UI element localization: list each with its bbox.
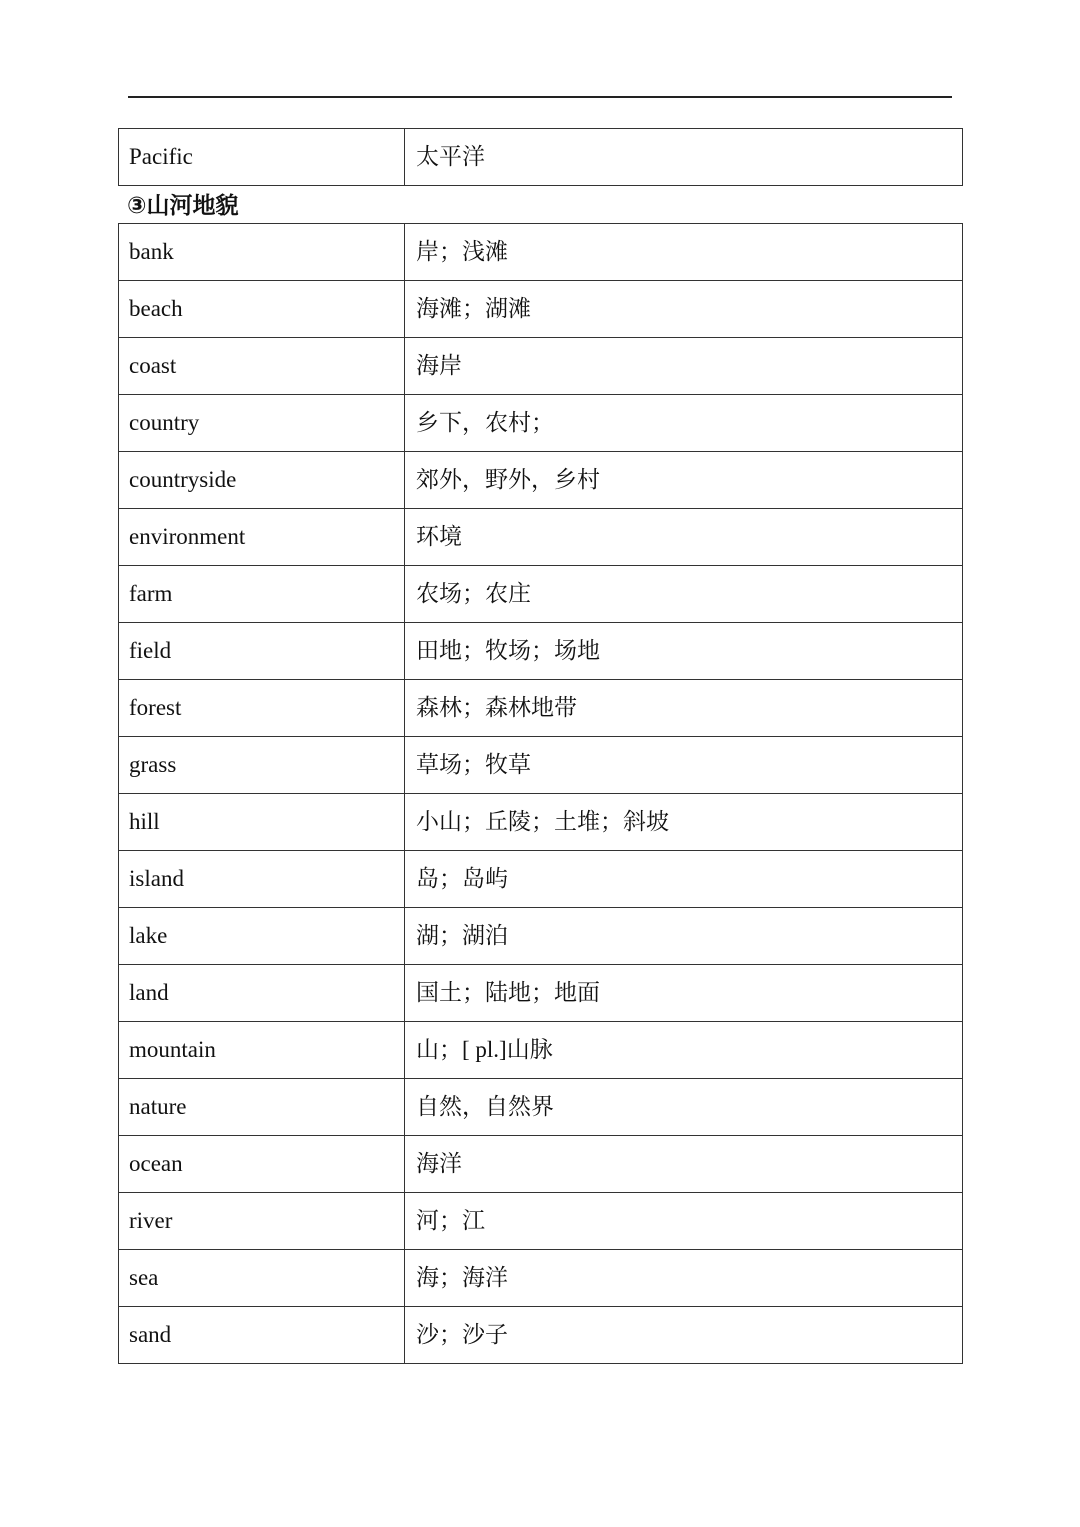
- english-word-cell: ocean: [119, 1136, 405, 1193]
- chinese-meaning-cell: 山；[ pl.]山脉: [405, 1022, 963, 1079]
- chinese-meaning-cell: 国土；陆地；地面: [405, 965, 963, 1022]
- chinese-meaning-cell: 岸；浅滩: [405, 224, 963, 281]
- english-word-cell: river: [119, 1193, 405, 1250]
- english-word-cell: island: [119, 851, 405, 908]
- english-word-cell: beach: [119, 281, 405, 338]
- table-row: [119, 566, 963, 623]
- english-word-cell: lake: [119, 908, 405, 965]
- english-word-cell: bank: [119, 224, 405, 281]
- table-row: [119, 281, 963, 338]
- table-row: [119, 224, 963, 281]
- table-row: [119, 851, 963, 908]
- chinese-meaning-cell: 森林；森林地带: [405, 680, 963, 737]
- table-row: [119, 623, 963, 680]
- chinese-meaning-cell: 环境: [405, 509, 963, 566]
- section-heading: ③山河地貌: [127, 193, 239, 219]
- table-row: [119, 965, 963, 1022]
- table-row: [119, 395, 963, 452]
- chinese-meaning-cell: 海滩；湖滩: [405, 281, 963, 338]
- table-row: [119, 794, 963, 851]
- english-word-cell: nature: [119, 1079, 405, 1136]
- table-row: [119, 680, 963, 737]
- table-row: [119, 737, 963, 794]
- english-word-cell: land: [119, 965, 405, 1022]
- header-rule: [128, 96, 952, 98]
- english-word-cell: forest: [119, 680, 405, 737]
- table-row: [119, 1307, 963, 1364]
- english-word-cell: countryside: [119, 452, 405, 509]
- vocab-table-landforms: [118, 223, 963, 1364]
- english-word-cell: grass: [119, 737, 405, 794]
- chinese-meaning-cell: 自然，自然界: [405, 1079, 963, 1136]
- chinese-meaning-cell: 海；海洋: [405, 1250, 963, 1307]
- chinese-meaning-cell: 海岸: [405, 338, 963, 395]
- english-word-cell: hill: [119, 794, 405, 851]
- chinese-meaning-cell: 湖；湖泊: [405, 908, 963, 965]
- vocab-table-landforms-body: [119, 224, 963, 1364]
- table-row: [119, 338, 963, 395]
- table-row: [119, 1022, 963, 1079]
- english-word-cell: mountain: [119, 1022, 405, 1079]
- table-row: [119, 509, 963, 566]
- table-row: [119, 1079, 963, 1136]
- chinese-meaning-cell: 河；江: [405, 1193, 963, 1250]
- table-row: [119, 1136, 963, 1193]
- chinese-meaning-cell: 郊外，野外，乡村: [405, 452, 963, 509]
- english-word-cell: country: [119, 395, 405, 452]
- chinese-meaning-cell: 海洋: [405, 1136, 963, 1193]
- table-row: [119, 908, 963, 965]
- chinese-meaning-cell: 小山；丘陵；土堆；斜坡: [405, 794, 963, 851]
- chinese-meaning-cell: 太平洋: [405, 129, 963, 186]
- english-word-cell: coast: [119, 338, 405, 395]
- chinese-meaning-cell: 乡下，农村；: [405, 395, 963, 452]
- chinese-meaning-cell: 田地；牧场；场地: [405, 623, 963, 680]
- english-word-cell: environment: [119, 509, 405, 566]
- chinese-meaning-cell: 沙；沙子: [405, 1307, 963, 1364]
- english-word-cell: farm: [119, 566, 405, 623]
- english-word-cell: sand: [119, 1307, 405, 1364]
- english-word-cell: sea: [119, 1250, 405, 1307]
- english-word-cell: field: [119, 623, 405, 680]
- english-word-cell: Pacific: [119, 129, 405, 186]
- vocab-table-top-body: [119, 129, 963, 186]
- table-row: [119, 1193, 963, 1250]
- table-row: [119, 452, 963, 509]
- chinese-meaning-cell: 草场；牧草: [405, 737, 963, 794]
- table-row: [119, 129, 963, 186]
- table-row: [119, 1250, 963, 1307]
- vocab-table-top: [118, 128, 963, 186]
- chinese-meaning-cell: 农场；农庄: [405, 566, 963, 623]
- chinese-meaning-cell: 岛；岛屿: [405, 851, 963, 908]
